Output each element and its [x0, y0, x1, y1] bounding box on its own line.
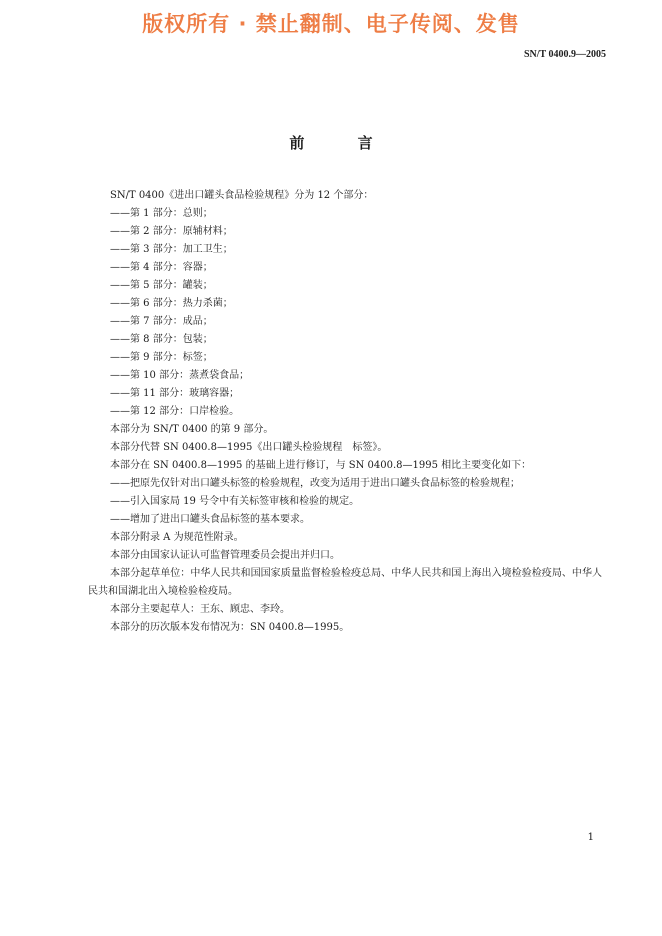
part-list-item: ——第 2 部分：原辅材料； [110, 226, 233, 237]
paragraph-line: 本部分主要起草人：王东、顾忠、李玲。 [110, 604, 290, 615]
part-list-item: ——第 8 部分：包装； [110, 334, 213, 345]
paragraph-line: 本部分代替 SN 0400.8—1995《出口罐头检验规程 标签》。 [110, 442, 388, 453]
part-list-item: ——第 12 部分：口岸检验。 [110, 406, 240, 417]
part-list-item: ——第 4 部分：容器； [110, 262, 213, 273]
part-list-item: ——第 11 部分：玻璃容器； [110, 388, 240, 399]
page-number: 1 [587, 832, 594, 843]
foreword-body [88, 187, 602, 637]
change-list-item: ——引入国家局 19 号令中有关标签审核和检验的规定。 [110, 496, 360, 507]
part-list-item: ——第 1 部分：总则； [110, 208, 213, 219]
paragraph-line: 本部分由国家认证认可监督管理委员会提出并归口。 [110, 550, 340, 561]
paragraph-line: 本部分在 SN 0400.8—1995 的基础上进行修订，与 SN 0400.8—1995 相比主要变化如下： [110, 460, 532, 471]
standard-code: SN/T 0400.9—2005 [523, 49, 606, 60]
change-list-item: ——把原先仅针对出口罐头标签的检验规程，改变为适用于进出口罐头食品标签的检验规程； [110, 478, 520, 489]
part-list-item: ——第 6 部分：热力杀菌； [110, 298, 233, 309]
paragraph-line: 本部分为 SN/T 0400 的第 9 部分。 [110, 424, 274, 435]
paragraph-line: 本部分附录 A 为规范性附录。 [110, 532, 244, 543]
page-title: 前 言 [289, 134, 397, 152]
paragraph-line: 本部分的历次版本发布情况为：SN 0400.8—1995。 [110, 622, 350, 633]
change-list-item: ——增加了进出口罐头食品标签的基本要求。 [110, 514, 310, 525]
intro-line: SN/T 0400《进出口罐头食品检验规程》分为 12 个部分： [110, 190, 374, 201]
part-list-item: ——第 7 部分：成品； [110, 316, 213, 327]
part-list-item: ——第 3 部分：加工卫生； [110, 244, 233, 255]
part-list-item: ——第 9 部分：标签； [110, 352, 213, 363]
copyright-watermark: 版权所有 · 禁止翻制、电子传阅、发售 [142, 12, 520, 36]
drafting-units-paragraph: 本部分起草单位：中华人民共和国国家质量监督检验检疫总局、中华人民共和国上海出入境检验检疫局、中华人民共和国湖北出入境检验检疫局。 [88, 568, 602, 597]
part-list-item: ——第 10 部分：蒸煮袋食品； [110, 370, 250, 381]
part-list-item: ——第 5 部分：罐装； [110, 280, 213, 291]
